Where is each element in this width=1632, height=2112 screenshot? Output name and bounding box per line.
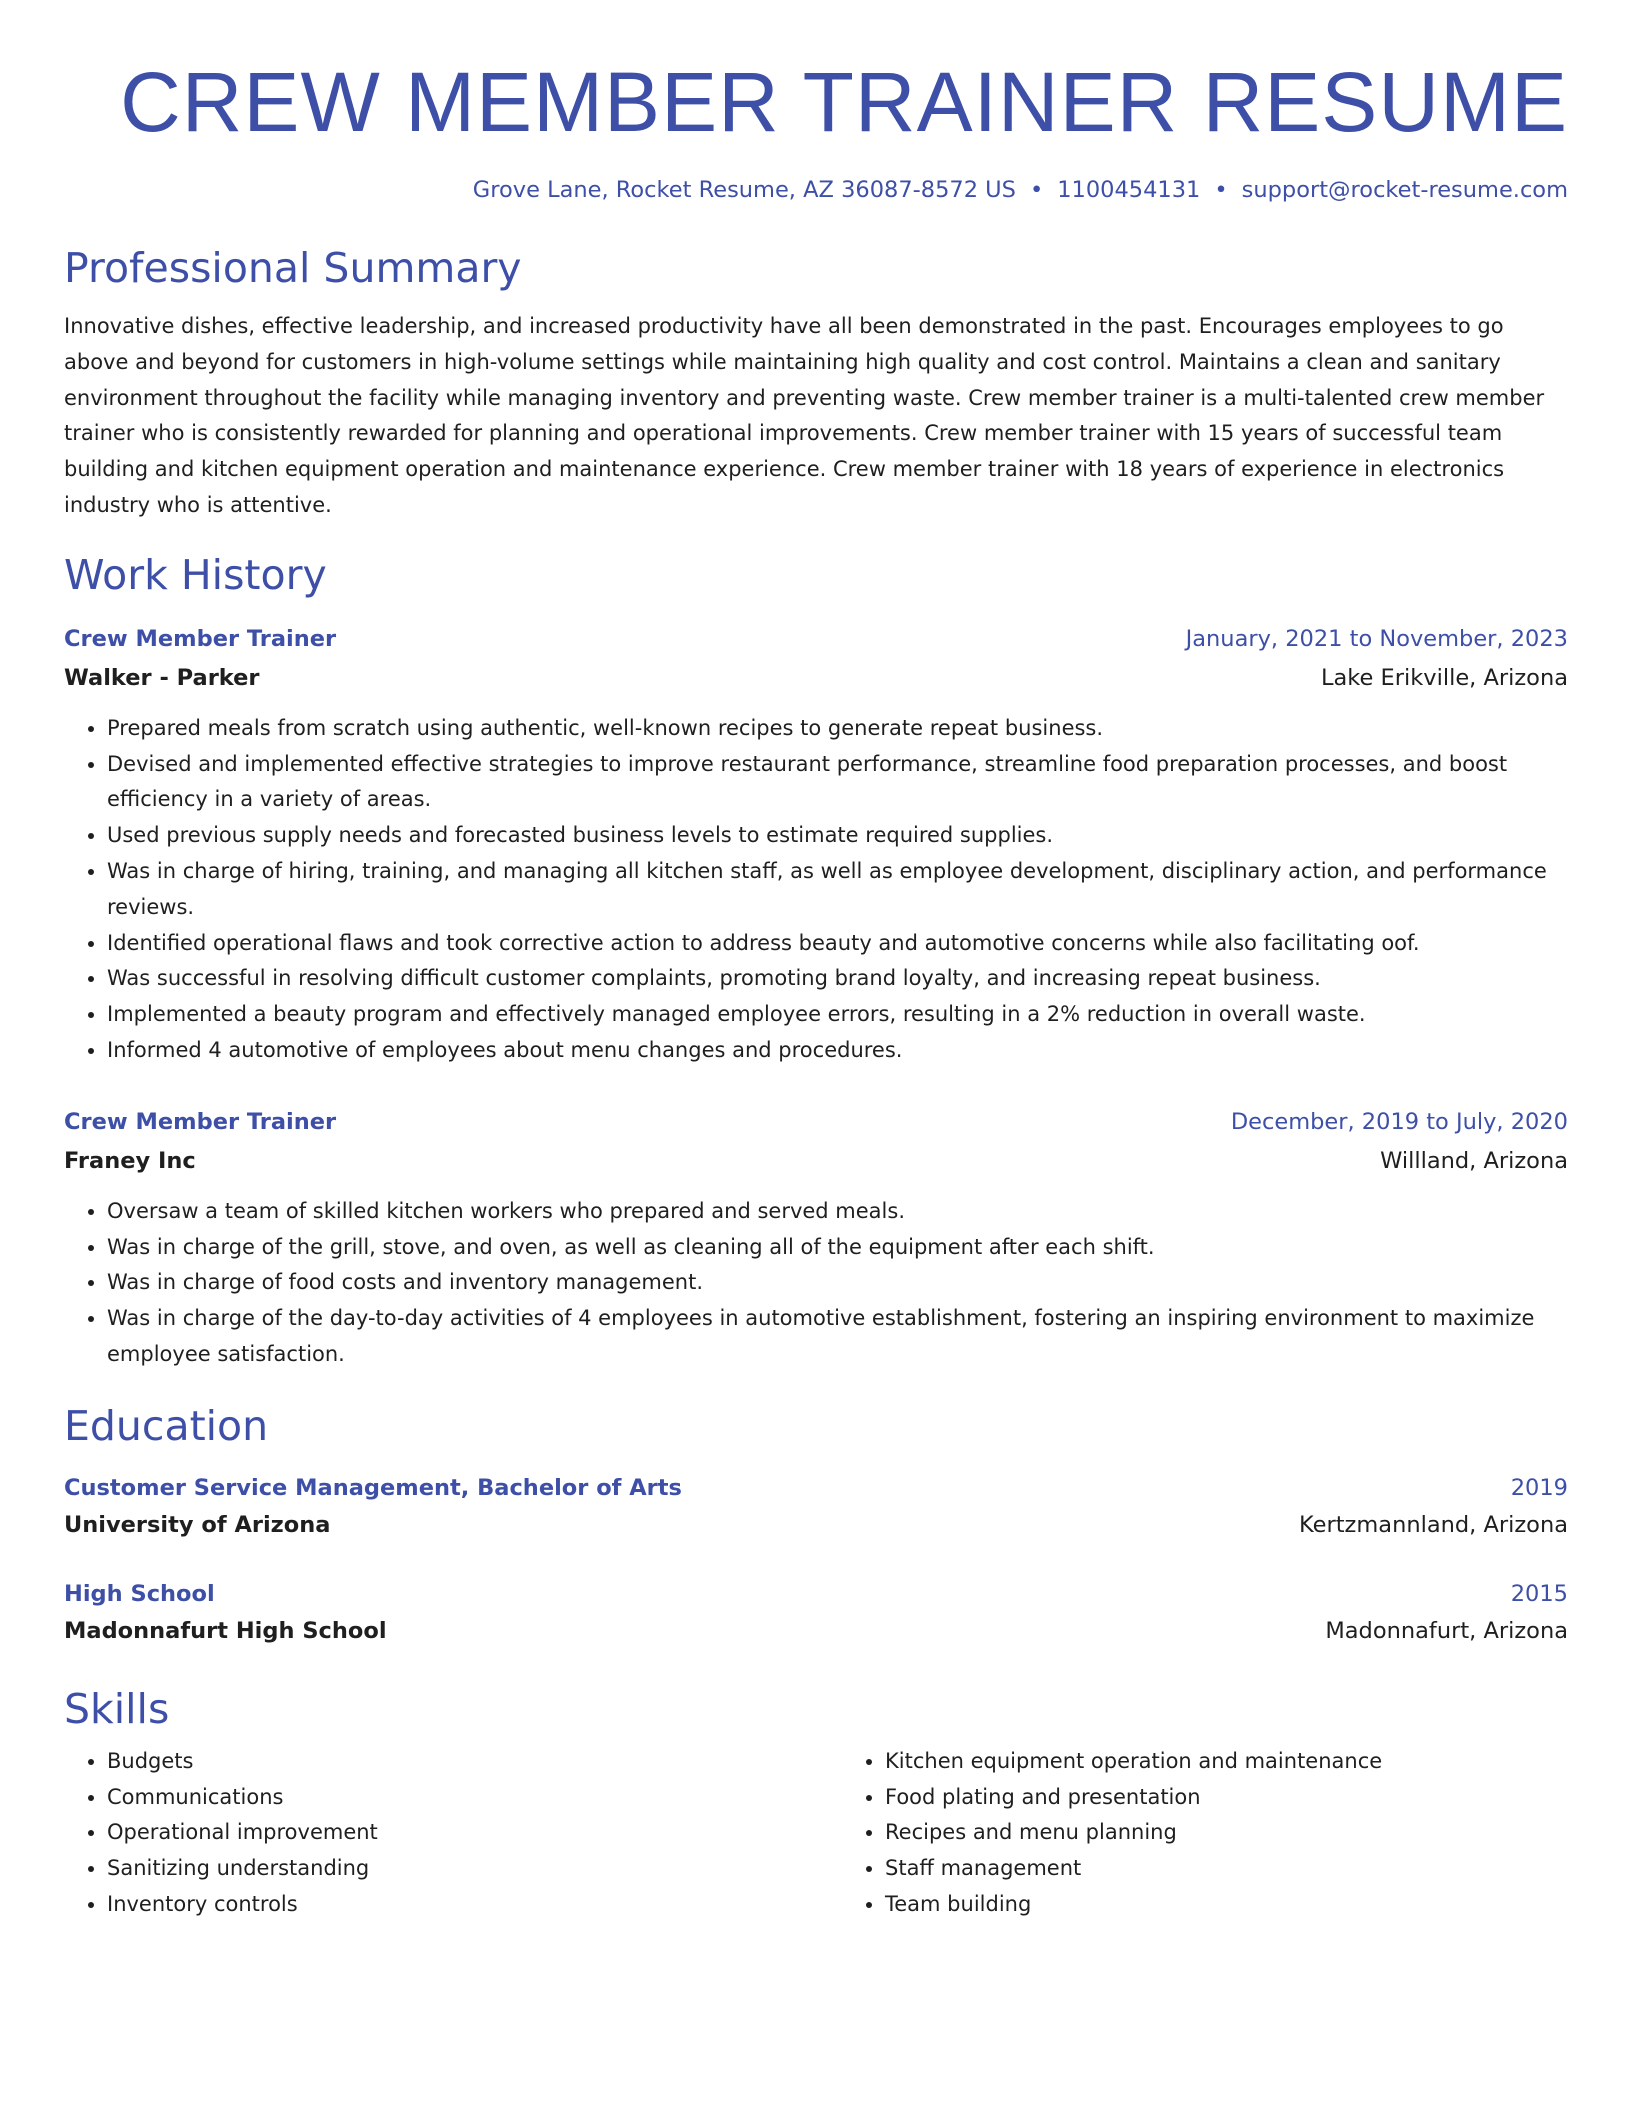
job-company: Franey Inc — [64, 1147, 196, 1174]
skill-item: • Budgets — [107, 1744, 842, 1780]
section-title-skills: Skills — [64, 1684, 170, 1733]
education-school: Madonnafurt High School — [64, 1617, 387, 1644]
section-title-education: Education — [64, 1401, 269, 1450]
job-bullet: • Was in charge of the grill, stove, and oven, as well as cleaning all of the equipment after each shift. — [107, 1230, 1568, 1266]
education-degree: Customer Service Management, Bachelor of Arts — [64, 1474, 682, 1501]
job-dates: December, 2019 to July, 2020 — [1230, 1108, 1568, 1135]
job-bullet: • Implemented a beauty program and effectively managed employee errors, resulting in a 2% reduction in overall waste. — [107, 997, 1568, 1033]
education-school: University of Arizona — [64, 1511, 331, 1538]
job-title: Crew Member Trainer — [64, 625, 337, 652]
work-entry-subheader — [64, 1146, 1568, 1176]
job-bullet-list — [64, 1194, 1568, 1373]
job-dates: January, 2021 to November, 2023 — [1185, 625, 1568, 652]
job-bullet: • Devised and implemented effective strategies to improve restaurant performance, streamline food preparation processes, and boost efficiency in a variety of areas. — [107, 747, 1568, 819]
skill-item: • Sanitizing understanding — [107, 1851, 842, 1887]
job-company: Walker - Parker — [64, 664, 260, 691]
contact-address: Grove Lane, Rocket Resume, AZ 36087-8572 US — [472, 177, 1016, 203]
job-location: Lake Erikville, Arizona — [1320, 664, 1568, 691]
skill-item: • Recipes and menu planning — [885, 1815, 1568, 1851]
job-bullet: • Identified operational flaws and took corrective action to address beauty and automotive concerns while also facilitating oof. — [107, 926, 1568, 962]
work-entry-header — [64, 624, 1568, 654]
education-entry-header — [64, 1579, 1568, 1609]
education-year: 2019 — [1510, 1474, 1568, 1501]
education-entry — [64, 1579, 1568, 1646]
skill-item: • Team building — [885, 1887, 1568, 1923]
work-entry-header — [64, 1107, 1568, 1137]
contact-separator: • — [1214, 177, 1228, 203]
contact-phone: 1100454131 — [1057, 177, 1201, 203]
resume-title: CREW MEMBER TRAINER RESUME — [120, 55, 1568, 149]
contact-separator: • — [1029, 177, 1044, 203]
education-entry-subheader — [64, 1510, 1568, 1540]
education-year: 2015 — [1510, 1580, 1568, 1607]
section-title-work-history: Work History — [64, 550, 327, 599]
skills-list-right — [842, 1744, 1568, 1923]
work-entry — [64, 624, 1568, 1069]
skill-item: • Inventory controls — [107, 1887, 842, 1923]
job-bullet: • Prepared meals from scratch using authentic, well-known recipes to generate repeat business. — [107, 711, 1568, 747]
education-degree: High School — [64, 1580, 215, 1607]
job-bullet: • Oversaw a team of skilled kitchen workers who prepared and served meals. — [107, 1194, 1568, 1230]
job-bullet: • Was successful in resolving difficult customer complaints, promoting brand loyalty, and increasing repeat business. — [107, 961, 1568, 997]
job-bullet: • Was in charge of hiring, training, and managing all kitchen staff, as well as employee development, disciplinary action, and performance reviews. — [107, 854, 1568, 926]
skills-columns — [64, 1744, 1568, 1923]
resume-header — [64, 0, 1568, 206]
skills-list-left — [64, 1744, 842, 1923]
job-bullet: • Was in charge of food costs and inventory management. — [107, 1265, 1568, 1301]
education-entry-subheader — [64, 1616, 1568, 1646]
job-bullet: • Was in charge of the day-to-day activities of 4 employees in automotive establishment, fostering an inspiring environment to maximize employee satisfaction. — [107, 1301, 1568, 1373]
work-entry-subheader — [64, 663, 1568, 693]
skill-item: • Food plating and presentation — [885, 1780, 1568, 1816]
job-bullet: • Informed 4 automotive of employees about menu changes and procedures. — [107, 1033, 1568, 1069]
skill-item: • Operational improvement — [107, 1815, 842, 1851]
job-title: Crew Member Trainer — [64, 1108, 337, 1135]
job-bullet: • Used previous supply needs and forecasted business levels to estimate required supplies. — [107, 818, 1568, 854]
summary-text: Innovative dishes, effective leadership, and increased productivity have all been demonstrated in the past. Encourages employees to go above and beyond for customers in high-volume settings while maintaining high quality and cost control. Maintains a clean and sanitary environment throughout the facility while managing inventory and preventing waste. Crew member trainer is a multi-talented crew member trainer who is consistently rewarded for planning and operational improvements. Crew member trainer with 15 years of successful team building and kitchen equipment operation and maintenance experience. Crew member trainer with 18 years of experience in electronics industry who is attentive. — [64, 314, 1545, 517]
contact-email: support@rocket-resume.com — [1241, 177, 1568, 203]
education-entry-header — [64, 1473, 1568, 1503]
work-entry — [64, 1107, 1568, 1373]
contact-line — [64, 174, 1568, 206]
education-entry — [64, 1473, 1568, 1540]
education-location: Kertzmannland, Arizona — [1299, 1511, 1568, 1538]
skill-item: • Communications — [107, 1780, 842, 1816]
section-title-summary: Professional Summary — [64, 244, 522, 292]
skill-item: • Staff management — [885, 1851, 1568, 1887]
job-location: Willland, Arizona — [1380, 1147, 1568, 1174]
education-location: Madonnafurt, Arizona — [1325, 1617, 1568, 1644]
job-bullet-list — [64, 711, 1568, 1069]
skill-item: • Kitchen equipment operation and maintenance — [885, 1744, 1568, 1780]
